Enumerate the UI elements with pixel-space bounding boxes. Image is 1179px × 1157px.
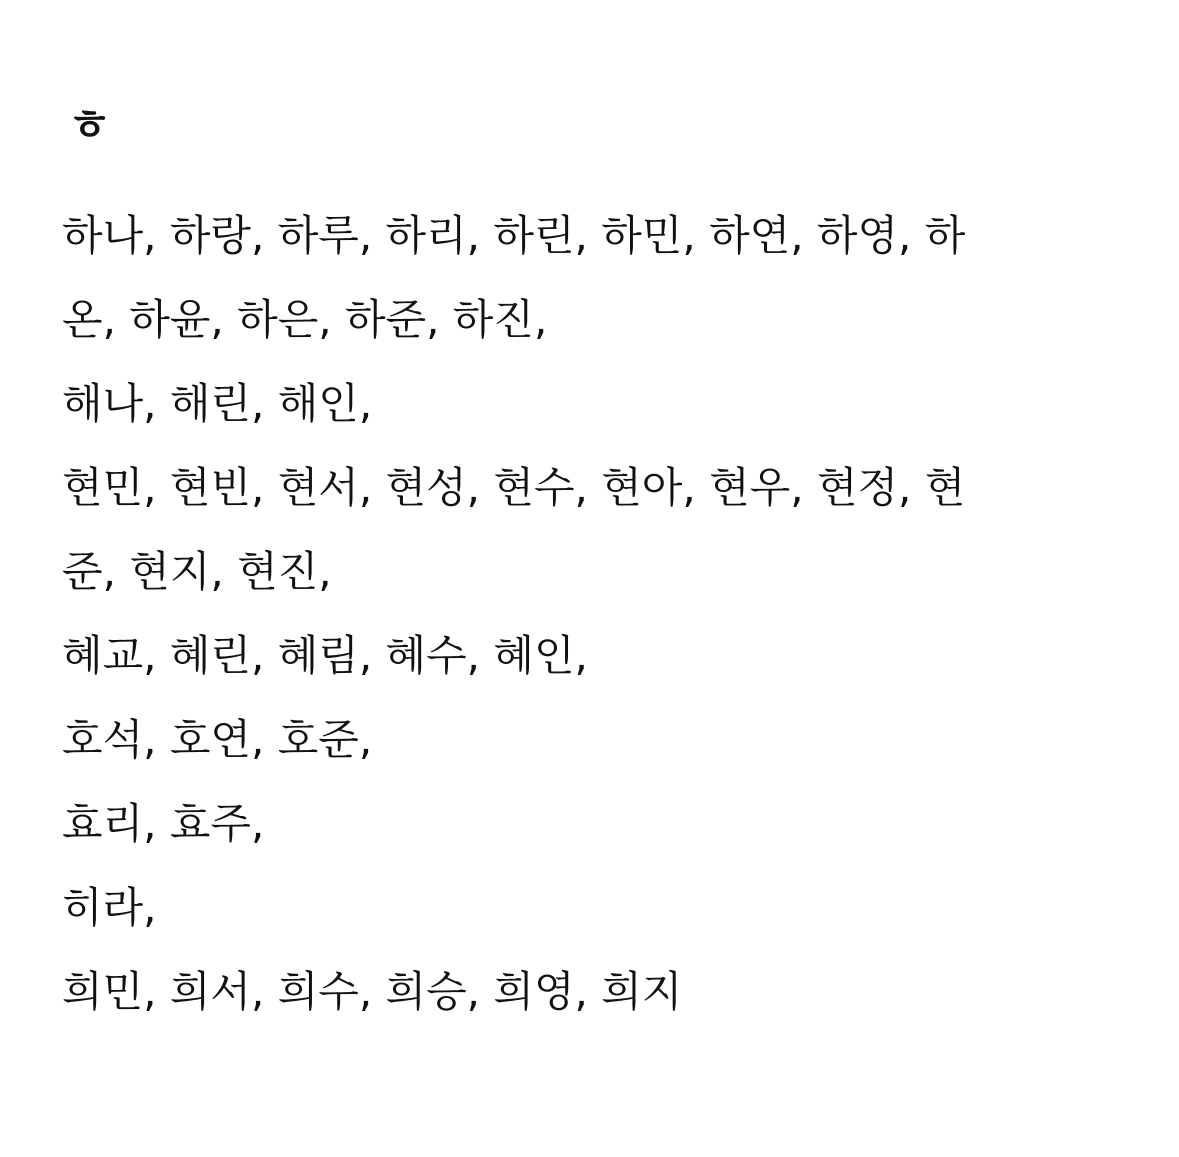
name-group-hui: 희민, 희서, 희수, 희승, 희영, 희지 <box>62 967 683 1016</box>
name-group-hyeon: 현민, 현빈, 현서, 현성, 현수, 현아, 현우, 현정, 현 준, 현지, 현진, <box>62 463 966 596</box>
section-heading: ㅎ <box>68 100 111 151</box>
name-group-hyo: 효리, 효주, <box>62 799 265 848</box>
name-group-hae: 해나, 해린, 해인, <box>62 379 373 428</box>
name-group-hye: 혜교, 혜린, 혜림, 혜수, 혜인, <box>62 631 588 680</box>
name-group-ha: 하나, 하랑, 하루, 하리, 하린, 하민, 하연, 하영, 하 온, 하윤, 하은, 하준, 하진, <box>62 211 966 344</box>
name-group-hi: 히라, <box>62 883 157 932</box>
document-body <box>62 96 1122 1034</box>
name-group-ho: 호석, 호연, 호준, <box>62 715 373 764</box>
